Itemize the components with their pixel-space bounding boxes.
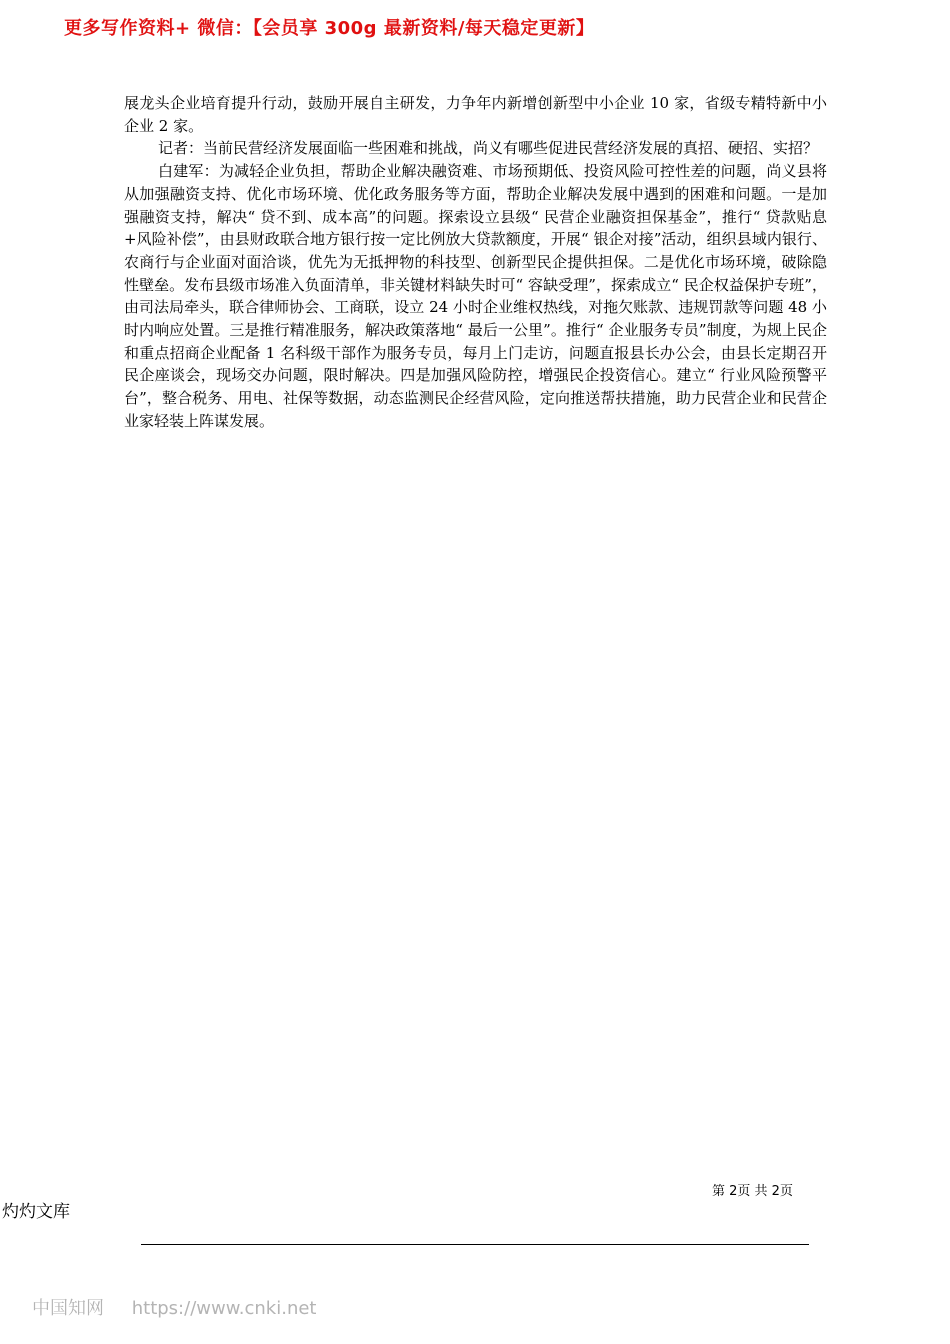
footer-divider — [141, 1244, 809, 1245]
watermark-url: https://www.cnki.net — [131, 1298, 317, 1319]
article-body — [124, 92, 827, 433]
promo-banner: 更多写作资料+ 微信：【会员享 300g 最新资料/每天稳定更新】 — [64, 18, 595, 39]
paragraph: 记者：当前民营经济发展面临一些困难和挑战，尚义有哪些促进民营经济发展的真招、硬招、实招？ — [158, 139, 819, 158]
page-number: 第 2页 共 2页 — [712, 1184, 793, 1199]
watermark — [32, 1294, 316, 1320]
library-name: 灼灼文库 — [2, 1202, 70, 1222]
watermark-site-name: 中国知网 — [32, 1298, 104, 1319]
paragraph: 白建军：为减轻企业负担，帮助企业解决融资难、市场预期低、投资风险可控性差的问题，尚义县将从加强融资支持、优化市场环境、优化政务服务等方面，帮助企业解决发展中遇到的困难和问题。一是加强融资支持，解决“ 贷不到、成本高”的问题。探索设立县级“ 民营企业融资担保基金”，推行“ 贷款贴息+风险补偿”，由县财政联合地方银行按一定比例放大贷款额度，开展“ 银企对接”活动，组织县域内银行、农商行与企业面对面洽谈，优先为无抵押物的科技型、创新型民企提供担保。二是优化市场环境，破除隐性壁垒。发布县级市场准入负面清单，非关键材料缺失时可“ 容缺受理”，探索成立“ 民企权益保护专班”，由司法局牵头，联合律师协会、工商联，设立 24 小时企业维权热线，对拖欠账款、违规罚款等问题 48 小时内响应处置。三是推行精准服务，解决政策落地“ 最后一公里”。推行“ 企业服务专员”制度，为规上民企和重点招商企业配备 1 名科级干部作为服务专员，每月上门走访，问题直报县长办公会，由县长定期召开民企座谈会，现场交办问题，限时解决。四是加强风险防控，增强民企投资信心。建立“ 行业风险预警平台”，整合税务、用电、社保等数据，动态监测民企经营风险，定向推送帮扶措施，助力民营企业和民营企业家轻装上阵谋发展。 — [124, 162, 827, 430]
paragraph: 展龙头企业培育提升行动，鼓励开展自主研发，力争年内新增创新型中小企业 10 家，省级专精特新中小企业 2 家。 — [124, 94, 827, 135]
